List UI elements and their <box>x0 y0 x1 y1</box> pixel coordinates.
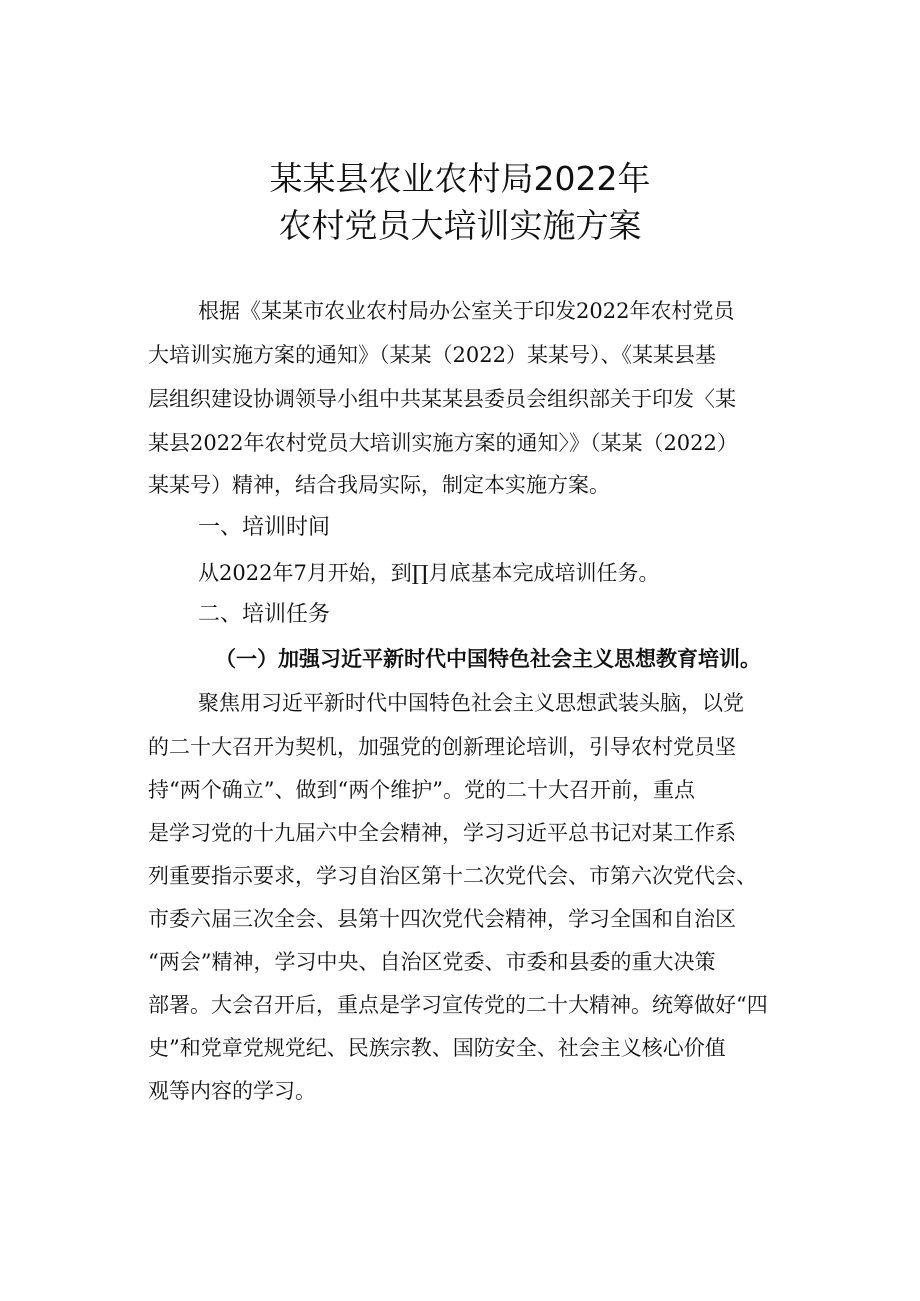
subsection-1-body-line: 部署。大会召开后，重点是学习宣传党的二十大精神。统筹做好“四 <box>148 993 768 1017</box>
subsection-1-body-line: 的二十大召开为契机，加强党的创新理论培训，引导农村党员坚 <box>148 735 736 759</box>
subsection-1-heading: （一）加强习近平新时代中国特色社会主义思想教育培训。 <box>215 646 761 671</box>
section-2-heading: 二、培训任务 <box>198 602 331 627</box>
subsection-1-body-line: 市委六届三次全会、县第十四次党代会精神，学习全国和自治区 <box>148 907 736 931</box>
document-title-line-2: 农村党员大培训实施方案 <box>278 206 642 245</box>
intro-line: 某县2022年农村党员大培训实施方案的通知〉》（某某（2022） <box>148 431 738 455</box>
subsection-1-body-line: 观等内容的学习。 <box>148 1079 316 1103</box>
intro-line: 层组织建设协调领导小组中共某某县委员会组织部关于印发〈某 <box>148 387 736 411</box>
document-title-line-1: 某某县农业农村局2022年 <box>269 159 651 198</box>
section-1-text: 从2022年7月开始，到∏月底基本完成培训任务。 <box>198 561 660 585</box>
subsection-1-body-line: “两会”精神，学习中央、自治区党委、市委和县委的重大决策 <box>148 950 716 974</box>
subsection-1-body-line: 列重要指示要求，学习自治区第十二次党代会、市第六次党代会、 <box>148 864 757 888</box>
intro-line: 根据《某某市农业农村局办公室关于印发2022年农村党员 <box>198 299 735 323</box>
intro-line: 大培训实施方案的通知》（某某（2022）某某号）、《某某县基 <box>148 343 716 367</box>
subsection-1-body-line: 聚焦用习近平新时代中国特色社会主义思想武装头脑，以党 <box>198 691 744 715</box>
subsection-1-body-line: 持“两个确立”、做到“两个维护”。党的二十大召开前，重点 <box>148 778 695 802</box>
subsection-1-body-line: 是学习党的十九届六中全会精神，学习习近平总书记对某工作系 <box>148 821 736 845</box>
subsection-1-body-line: 史”和党章党规党纪、民族宗教、国防安全、社会主义核心价值 <box>148 1036 726 1060</box>
section-1-heading: 一、培训时间 <box>198 515 331 540</box>
intro-line: 某某号）精神，结合我局实际，制定本实施方案。 <box>148 473 610 497</box>
